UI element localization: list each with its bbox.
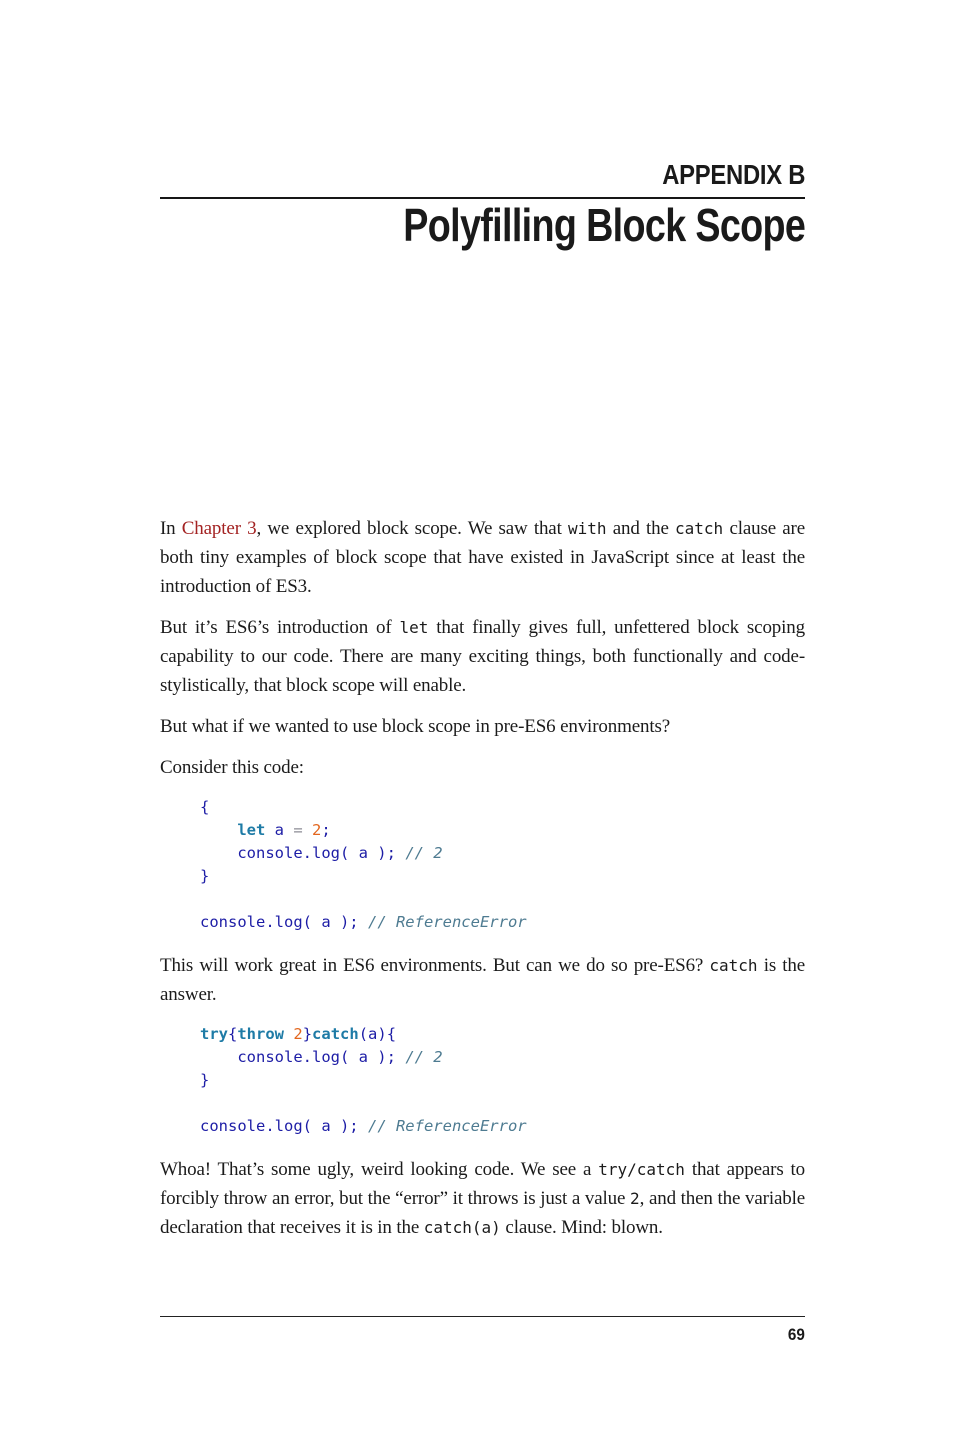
code-token-kw: catch (312, 1025, 359, 1043)
code-token-plain: console.log( a ); (200, 1048, 406, 1066)
paragraph (160, 514, 805, 601)
code-token-kw: let (237, 821, 266, 839)
text-run: that finally gives full, unfettered block scoping capability to our code. There are many exciting things, both functionally and code-stylistically, that block scope will enable. (160, 617, 805, 696)
page-title: Polyfilling Block Scope (402, 199, 805, 251)
code-token-comment: // 2 (405, 844, 443, 862)
text-run: and the (606, 518, 676, 539)
text-run: But it’s ES6’s introduction of (160, 617, 400, 638)
text-run: , and then the variable declaration that receives it is in the (160, 1188, 805, 1238)
code-token-plain (200, 821, 237, 839)
text-run: , we explored block scope. We saw that (256, 518, 568, 539)
code-block (200, 1023, 805, 1138)
code-token-plain: (a){ (358, 1025, 397, 1043)
page-footer (160, 1316, 805, 1345)
inline-code: catch(a) (423, 1218, 501, 1237)
paragraph (160, 1155, 805, 1242)
text-run: Consider this code: (160, 757, 304, 778)
chapter-link[interactable]: Chapter 3 (181, 518, 257, 539)
text-run: But what if we wanted to use block scope in pre-ES6 environments? (160, 716, 670, 737)
inline-code: try/catch (598, 1160, 685, 1179)
code-token-plain: } (200, 1071, 210, 1089)
code-token-plain (303, 821, 312, 839)
code-token-plain: { (200, 798, 210, 816)
code-token-comment: // ReferenceError (367, 1117, 527, 1135)
code-token-num: 2 (312, 821, 322, 839)
text-run: Whoa! That’s some ugly, weird looking code. We see a (160, 1159, 599, 1180)
footer-rule (160, 1316, 805, 1317)
inline-code: with (567, 519, 607, 538)
appendix-label-row (160, 161, 805, 189)
inline-code: let (399, 618, 429, 637)
text-run: In (160, 518, 182, 539)
code-token-op: = (293, 821, 303, 839)
code-token-plain: console.log( a ); (200, 844, 406, 862)
code-token-plain: a (265, 821, 294, 839)
appendix-label: APPENDIX B (662, 159, 805, 190)
paragraph (160, 712, 805, 741)
text-run: is the answer. (160, 955, 806, 1005)
code-token-plain: } (302, 1025, 313, 1043)
code-token-num: 2 (293, 1025, 303, 1043)
code-token-comment: // 2 (405, 1048, 443, 1066)
inline-code: catch (675, 519, 724, 538)
inline-code: 2 (629, 1189, 640, 1208)
page-header (160, 161, 805, 252)
paragraph (160, 951, 805, 1009)
code-token-plain: console.log( a ); (200, 1117, 368, 1135)
code-token-plain: } (200, 867, 210, 885)
text-run: clause. Mind: blown. (500, 1217, 663, 1238)
code-token-plain: ; (321, 821, 331, 839)
text-run: This will work great in ES6 environments. But can we do so pre-ES6? (160, 955, 710, 976)
code-token-kw: try (200, 1025, 228, 1043)
code-block (200, 796, 805, 934)
code-token-plain: { (228, 1025, 238, 1043)
text-run: clause are both tiny examples of block scope that have existed in JavaScript since at least the introduction of ES3. (160, 518, 806, 597)
body-content (160, 514, 805, 1254)
code-token-plain (284, 1025, 293, 1043)
paragraph (160, 753, 805, 782)
code-token-kw: throw (237, 1025, 285, 1043)
inline-code: catch (709, 956, 758, 975)
chapter-title-row (160, 199, 805, 252)
code-token-plain: console.log( a ); (200, 913, 368, 931)
paragraph (160, 613, 805, 700)
text-run: that appears to forcibly throw an error, but the “error” it throws is just a value (160, 1159, 806, 1209)
page-number: 69 (787, 1325, 805, 1344)
code-token-comment: // ReferenceError (367, 913, 527, 931)
